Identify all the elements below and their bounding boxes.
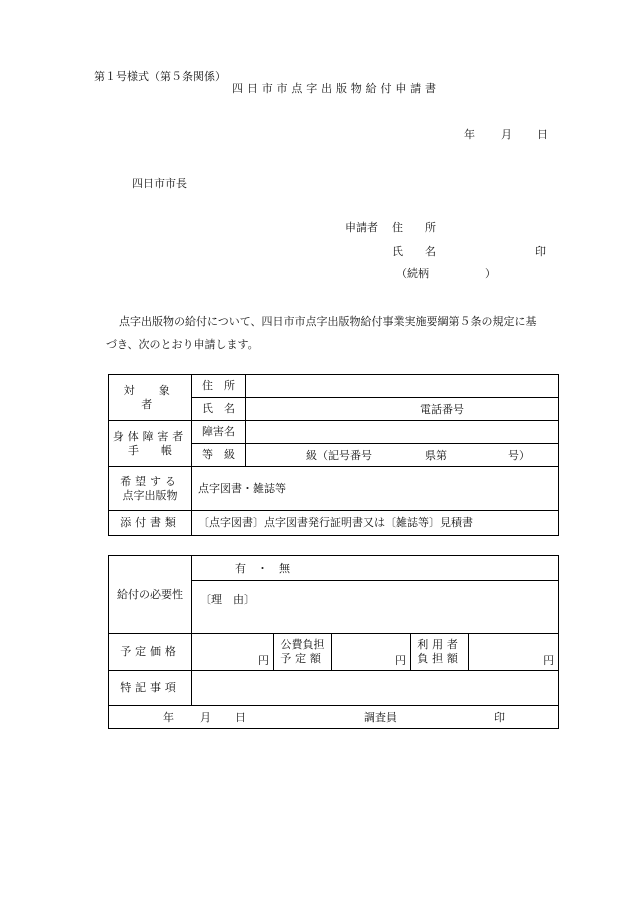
investigator-label: 調査員	[364, 711, 397, 724]
document-title: 四日市市点字出版物給付申請書	[232, 82, 440, 95]
attachment-value: 〔点字図書〕点字図書発行証明書又は〔雑誌等〕見積書	[192, 511, 559, 536]
address-field[interactable]	[246, 375, 559, 398]
disability-label: 障害名	[192, 421, 246, 444]
user-label	[411, 634, 469, 671]
applicant-address-label: 住 所	[392, 221, 436, 234]
notes-label: 特記事項	[109, 671, 192, 706]
public-label-line-2: 予定額	[280, 652, 325, 665]
public-field[interactable]	[332, 634, 411, 671]
addressee: 四日市市長	[132, 177, 187, 190]
form-number: 第１号様式（第５条関係）	[94, 70, 226, 83]
need-label: 給付の必要性	[109, 556, 192, 634]
application-table	[108, 374, 559, 536]
body-text-line-2: づき、次のとおり申請します。	[106, 338, 259, 351]
yen-3: 円	[543, 654, 555, 668]
public-label	[274, 634, 332, 671]
grade-text-3: 号）	[508, 449, 530, 462]
yen-1: 円	[258, 654, 269, 668]
public-label-line-1: 公費負担	[280, 638, 325, 652]
desired-value[interactable]: 点字図書・雑誌等	[192, 467, 559, 511]
desired-label-line-2: 点字出版物	[122, 488, 178, 502]
notes-field[interactable]	[192, 671, 559, 706]
user-label-line-2: 負担額	[417, 652, 462, 665]
desired-label	[109, 467, 192, 511]
date-month: 月	[501, 128, 512, 141]
handbook-label-line-1: 身体障害者	[112, 429, 188, 443]
reason-label: 〔理 由〕	[200, 593, 255, 606]
reason-cell[interactable]	[192, 581, 559, 634]
grade-text-1: 級（記号番号	[306, 449, 372, 462]
price-label: 予定価格	[109, 634, 192, 671]
applicant-name-label: 氏 名	[392, 245, 436, 258]
footer-row	[109, 706, 559, 729]
relation-open: （続柄	[396, 267, 429, 280]
need-options-cell	[192, 556, 559, 581]
need-options[interactable]: 有 ・ 無	[235, 562, 290, 575]
footer-month: 月	[200, 711, 211, 724]
disability-field[interactable]	[246, 421, 559, 444]
grade-label: 等 級	[192, 444, 246, 467]
user-field[interactable]	[469, 634, 559, 671]
date-day: 日	[537, 128, 548, 141]
desired-label-line-1: 希望する	[120, 474, 180, 488]
applicant-label: 申請者	[345, 221, 378, 234]
investigator-seal: 印	[494, 711, 505, 724]
handbook-label-line-2: 手 帳	[128, 443, 172, 457]
footer-year: 年	[163, 711, 174, 724]
applicant-seal: 印	[535, 245, 546, 258]
phone-label: 電話番号	[420, 403, 464, 416]
price-field[interactable]	[192, 634, 274, 671]
assessment-table	[108, 555, 559, 729]
body-text-line-1: 点字出版物の給付について、四日市市点字出版物給付事業実施要綱第５条の規定に基	[119, 315, 537, 328]
subject-label: 対 象 者	[109, 375, 192, 421]
grade-field[interactable]	[246, 444, 559, 467]
footer-day: 日	[235, 711, 246, 724]
handbook-label	[109, 421, 192, 467]
grade-text-2: 県第	[425, 449, 447, 462]
date-year: 年	[464, 128, 475, 141]
user-label-line-1: 利用者	[417, 638, 462, 652]
name-field[interactable]	[246, 398, 559, 421]
address-label: 住 所	[192, 375, 246, 398]
relation-close: ）	[485, 267, 496, 280]
name-label: 氏 名	[192, 398, 246, 421]
yen-2: 円	[395, 654, 406, 668]
attachment-label: 添付書類	[109, 511, 192, 536]
